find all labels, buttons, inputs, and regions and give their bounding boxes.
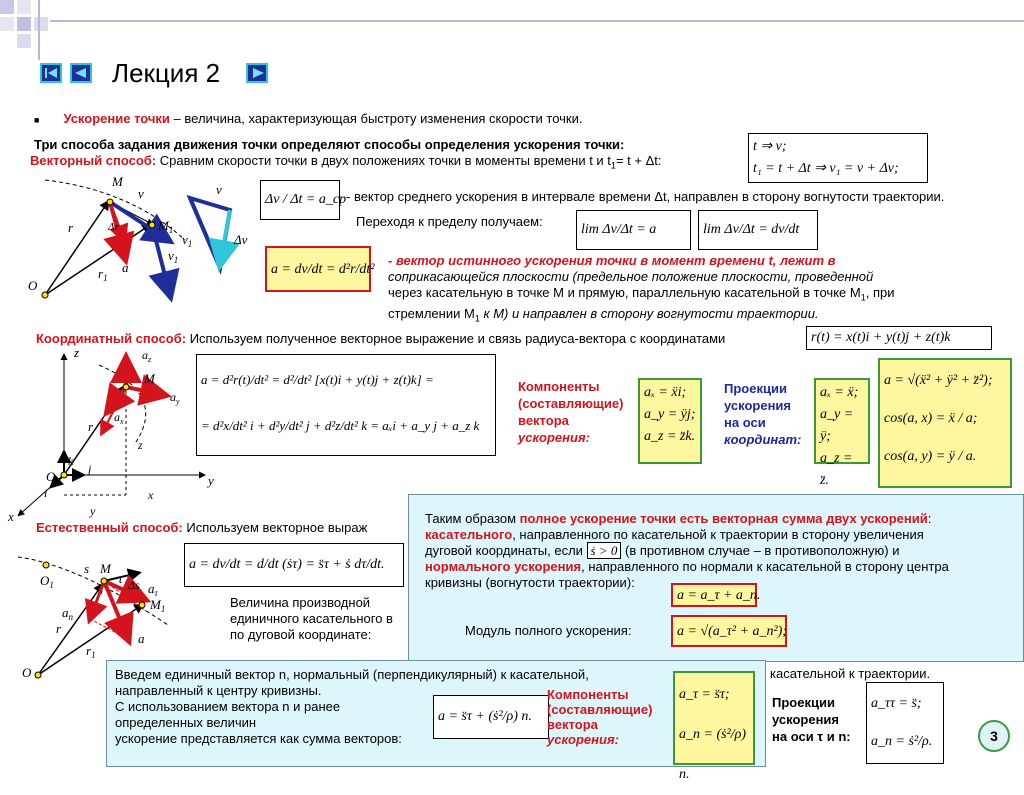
coord-projections-l4: координат: (724, 432, 802, 447)
coord-components-box (638, 378, 702, 464)
natural-note-l3: по дуговой координате: (230, 627, 372, 642)
axis-z-label: z (74, 345, 80, 360)
bottom-l3: С использованием вектора n и ранее (115, 699, 341, 714)
nat-r1-label: $r_1$ (86, 643, 96, 660)
formula-coord-line-2: = d²x/dt² i + d²y/dt² j + d²z/dt² k = aₓi + a_y j + a_z k (201, 418, 480, 433)
projection-ay: a_y = ÿ; (820, 407, 854, 444)
az-label: $a_z$ (142, 348, 152, 364)
axis-y-label: y (208, 473, 214, 488)
summary-l4-post: , направленного по нормали к касательной в сторону центра (581, 559, 949, 574)
summary-l2-red: касательного (425, 527, 513, 542)
component-ax: aₓ = ẍi; (644, 385, 687, 400)
formula-modulus: a = √(a_τ² + a_n²); (671, 615, 787, 647)
vector-method-figure (20, 170, 265, 330)
true-accel-line-4-tail: к M) и направлен в сторону вогнутости траектории. (479, 305, 819, 321)
natural-note-l2: единичного касательного в (230, 611, 393, 626)
nav-first-button[interactable] (40, 63, 62, 83)
nat-a-label: a (138, 631, 145, 646)
formula-radius-vector: r(t) = x(t)i + y(t)j + z(t)k (806, 326, 992, 350)
coordinate-method-figure (4, 345, 214, 525)
bottom-projections-l3: на оси τ и n: (772, 729, 851, 744)
formula-sum: a = a_τ + a_n. (671, 583, 757, 607)
header-rule (50, 20, 1024, 22)
true-accel-line-2: соприкасающейся плоскости (предельное положение плоскости, проведенной (388, 269, 874, 284)
label-dv: Δv (234, 232, 248, 247)
label-M1: $M_1$ (158, 218, 174, 235)
formula-acceleration-main: a = dv/dt = d²r/dt² (265, 246, 371, 292)
bottom-component-an: a_n = (ṡ²/ρ) n. (679, 727, 747, 782)
label-v1-b: $v_1$ (182, 232, 193, 249)
y-coord-label: y (90, 504, 96, 518)
summary-condition: ṡ > 0 (587, 542, 622, 559)
magnitude-formula: a = √(ẍ² + ÿ² + z̈²); (884, 373, 993, 388)
summary-l3-post: (в противном случае – в противоположную) и (621, 543, 900, 558)
coord-magnitude-box (878, 358, 1012, 488)
bottom-projections-l1: Проекции (772, 695, 835, 710)
bottom-projections-l2: ускорения (772, 712, 840, 727)
ax-label: $a_x$ (114, 410, 124, 426)
bottom-components-l4: ускорения: (547, 732, 619, 747)
point-M-label: M (144, 371, 155, 386)
coord-projections-l3: на оси (724, 415, 766, 430)
page-number-badge: 3 (978, 720, 1010, 752)
bottom-components-l2: (составляющие) (547, 702, 653, 717)
intro-line (34, 111, 582, 128)
vector-method-line: Векторный способ: Сравним скорости точки в двух положениях точки в моменты времени t и $t_1= t + \Delta t$: (30, 153, 662, 171)
nat-an-label: $a_n$ (62, 605, 73, 622)
true-accel-line-3: через касательную в точке M и прямую, параллельную касательной в точке M (388, 285, 861, 300)
bottom-components-box (673, 671, 755, 782)
coord-components-label (518, 378, 623, 446)
intro-definition: – величина, характеризующая быстроту изменения скорости точки. (169, 111, 583, 126)
axis-x-label: x (8, 509, 14, 524)
bottom-components-label (547, 687, 652, 747)
label-dr: Δr (108, 221, 119, 233)
summary-l1-post: : (927, 511, 932, 526)
coord-components-l3: вектора (518, 413, 569, 428)
formula-coord-line-1: a = d²r(t)/dt² = d²/dt² [x(t)i + y(t)j + z(t)k] = (201, 372, 434, 387)
modulus-label: Модуль полного ускорения: (465, 623, 632, 638)
formula-average: Δv / Δt = a_ср (260, 180, 340, 220)
label-r1: $r_1$ (98, 266, 108, 283)
bottom-projection-an: a_n = ṡ²/ρ. (871, 734, 933, 749)
true-accel-line-1: - вектор истинного ускорения точки в момент времени t, лежит в (388, 253, 836, 268)
bottom-l5: ускорение представляется как сумма векторов: (115, 731, 402, 746)
component-az: a_z = z̈k. (644, 429, 696, 444)
label-a: a (122, 260, 129, 275)
formula-coord-expansion (196, 354, 496, 456)
summary-l4-red: нормального ускорения (425, 559, 582, 574)
intro-term: Ускорение точки (63, 111, 170, 126)
coord-components-l1: Компоненты (518, 379, 600, 394)
nat-M1-label: $M_1$ (150, 597, 166, 614)
formula-bottom: a = s̈τ + (ṡ²/ρ) n. (433, 695, 549, 739)
radius-label: r (88, 419, 94, 434)
three-methods-heading: Три способа задания движения точки определяют способы определения ускорения точки: (34, 137, 625, 152)
vector-method-label: Векторный способ: (30, 153, 157, 168)
z-coord-label: z (138, 438, 143, 452)
nat-O1-label: $O_1$ (40, 573, 54, 590)
bottom-projections-label (772, 694, 851, 745)
label-v1: $v_1$ (168, 248, 179, 265)
bottom-l2: направленный к центру кривизны. (115, 683, 322, 698)
bottom-l1: Введем единичный вектор n, нормальный (перпендикулярный) к касательной, (115, 667, 589, 682)
nat-tau-label: τ (118, 571, 123, 586)
x-coord-label: x (148, 488, 154, 502)
formula-time-line-1: t ⇒ v; (753, 139, 787, 154)
coord-components-l4: ускорения: (518, 430, 590, 445)
unit-k-label: k (68, 454, 74, 468)
label-v-right: v (216, 182, 222, 197)
origin-label: O (46, 469, 56, 484)
label-M: M (112, 174, 123, 189)
cos-ay-formula: cos(a, y) = ÿ / a. (884, 449, 977, 464)
corner-decoration (0, 0, 60, 60)
natural-note-l1: Величина производной (230, 595, 371, 610)
limit-note: Переходя к пределу получаем: (356, 214, 543, 229)
formula-limit-2: lim Δv/Δt = dv/dt (698, 210, 818, 250)
summary-panel (408, 494, 1024, 662)
natural-method-line (36, 520, 367, 536)
formula-natural: a = dv/dt = d/dt (ṡτ) = s̈τ + ṡ dτ/dt. (184, 543, 404, 587)
unit-i-label: i (44, 486, 48, 500)
formula-limit-1: lim Δv/Δt = a (576, 210, 691, 250)
bottom-components-l1: Компоненты (547, 687, 629, 702)
average-note: - вектор среднего ускорения в интервале времени Δt, направлен в сторону вогнутости траектории. (346, 189, 945, 204)
natural-method-label: Естественный способ: (36, 520, 183, 535)
summary-l3-pre: дуговой координаты, если (425, 543, 587, 558)
nav-next-button[interactable] (246, 63, 268, 83)
coord-components-l2: (составляющие) (518, 396, 624, 411)
nat-atau-label: $a_\tau$ (148, 581, 158, 598)
true-accel-line-3-tail: , при (865, 285, 895, 300)
summary-l1-pre: Таким образом (425, 511, 520, 526)
formula-time-line-2: t₁ = t + Δt ⇒ v₁ = v + Δv; (753, 161, 899, 176)
true-accel-line-4: стремлении M (388, 305, 475, 321)
coord-projections-l1: Проекции (724, 381, 787, 396)
coord-projections-box (814, 378, 870, 488)
projection-az: a_z = z̈. (820, 451, 853, 488)
bottom-l4: определенных величин (115, 715, 257, 730)
bottom-panel (106, 660, 766, 782)
header-divider (38, 0, 40, 60)
nat-origin-label: O (22, 665, 32, 680)
summary-text (425, 511, 949, 591)
unit-j-label: j (88, 462, 92, 476)
ay-label: $a_y$ (170, 390, 180, 406)
label-r: r (68, 220, 74, 235)
component-ay: a_y = ÿj; (644, 407, 696, 422)
coord-projections-l2: ускорения (724, 398, 792, 413)
label-v: v (138, 186, 144, 201)
summary-l1-red: полное ускорение точки есть векторная сумма двух ускорений (519, 511, 928, 526)
bottom-projections-box (866, 682, 944, 764)
summary-l2-post: , направленного по касательной к траектории в сторону увеличения (512, 527, 924, 542)
nat-M-label: M (100, 561, 111, 576)
nav-prev-button[interactable] (70, 63, 92, 83)
bottom-component-atau: a_τ = s̈τ; (679, 687, 730, 702)
true-accel-text: - вектор истинного ускорения точки в момент времени t, лежит в соприкасающейся плоскости (предельное положение плоскости, проведенной через касательную в точке M и прямую, параллельную касательной в точке $M_1$, при стремлении $M_1$ к M) и направлен в сторону вогнутости траектории. (388, 253, 895, 324)
label-O: O (28, 278, 38, 293)
vector-method-text: Сравним скорости точки в двух положениях точки в моменты времени t и t (156, 153, 611, 168)
coord-method-label: Координатный способ: (36, 331, 187, 346)
summary-l5: кривизны (вогнутости траектории): (425, 575, 635, 590)
natural-method-text: Используем векторное выраж (182, 520, 368, 535)
cos-ax-formula: cos(a, x) = ẍ / a; (884, 411, 978, 426)
vector-method-text-tail: = t + Δt: (615, 153, 662, 168)
natural-tail-text: касательной к траектории. (770, 666, 931, 681)
nat-r-label: r (56, 621, 62, 636)
formula-time-steps (748, 133, 928, 183)
nat-s-label: s (84, 561, 90, 576)
projection-ax: aₓ = ẍ; (820, 385, 859, 400)
page-title: Лекция 2 (112, 58, 221, 88)
coord-method-text: Используем полученное векторное выражение и связь радиуса-вектора с координатами (186, 331, 726, 346)
nat-ds-label: Δs (128, 578, 140, 592)
bottom-components-l3: вектора (547, 717, 598, 732)
bullet-icon: ■ (34, 115, 40, 125)
coord-projections-label (724, 380, 801, 448)
natural-note (230, 595, 393, 643)
bottom-projection-att: a_ττ = s̈; (871, 696, 922, 711)
